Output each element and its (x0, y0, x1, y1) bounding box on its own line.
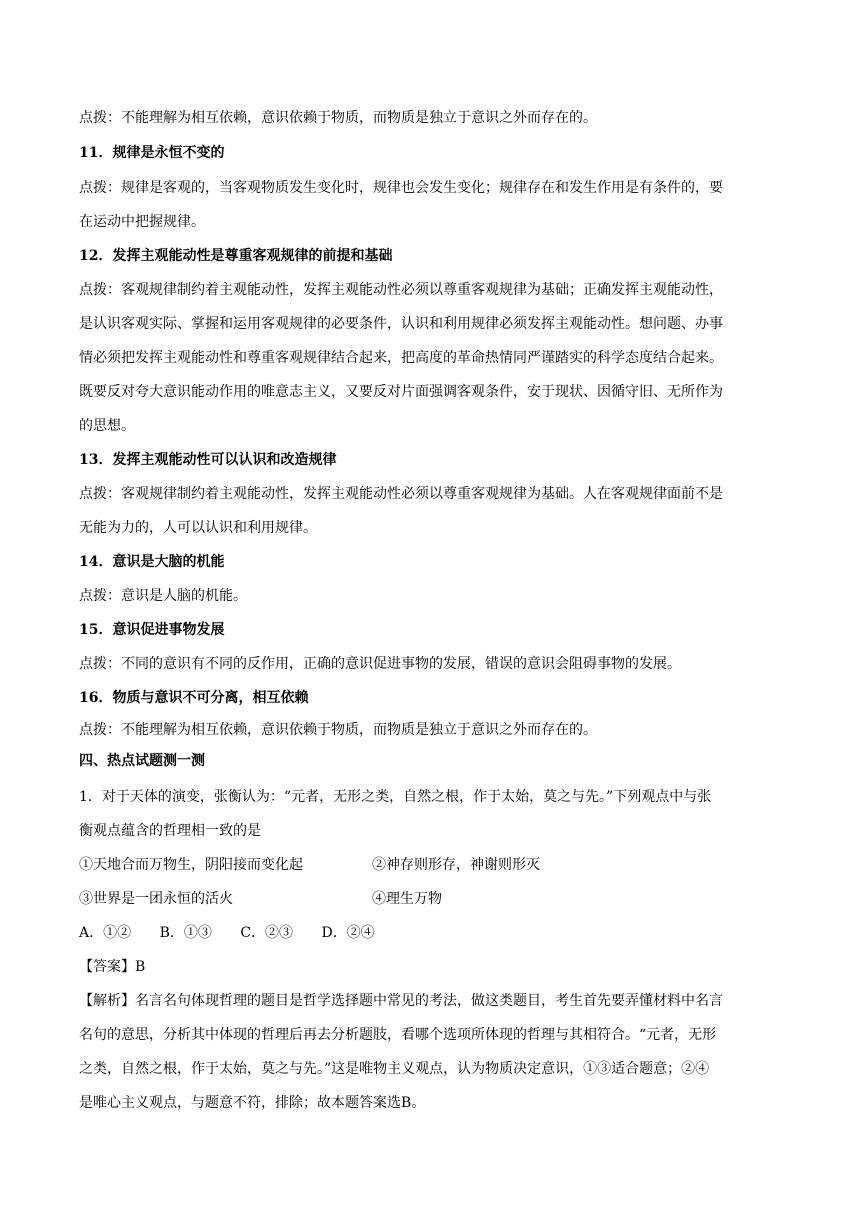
paragraph: 既要反对夸大意识能动作用的唯意志主义，又要反对片面强调客观条件，安于现状、因循守旧、无所作为 (79, 384, 723, 400)
item-heading-13: 13．发挥主观能动性可以认识和改造规律 (79, 452, 337, 468)
choice-d: D．②④ (321, 925, 375, 941)
question-stem: 衡观点蕴含的哲理相一致的是 (79, 823, 261, 839)
option-2: ②神存则形存，神谢则形灭 (372, 857, 540, 873)
option-3: ③世界是一团永恒的活火 (79, 891, 233, 907)
choice-b: B．①③ (159, 925, 212, 941)
paragraph: 情必须把发挥主观能动性和尊重客观规律结合起来，把高度的革命热情同严谨踏实的科学态度结合起来。 (79, 350, 723, 366)
explanation: 是唯心主义观点，与题意不符，排除；故本题答案选B。 (79, 1095, 426, 1111)
explanation: 名句的意思，分析其中体现的哲理后再去分析题肢，看哪个选项所体现的哲理与其相符合。“元者，无形 (79, 1027, 717, 1043)
section-heading: 四、热点试题测一测 (79, 753, 205, 769)
question-stem: 1．对于天体的演变，张衡认为：“元者，无形之类，自然之根，作于太始，莫之与先。”下列观点中与张 (79, 789, 712, 805)
paragraph: 点拨：客观规律制约着主观能动性，发挥主观能动性必须以尊重客观规律为基础；正确发挥主观能动性， (79, 282, 723, 298)
item-heading-11: 11．规律是永恒不变的 (79, 145, 225, 161)
answer: 【答案】B (79, 959, 146, 975)
choice-c: C．②③ (240, 925, 294, 941)
paragraph: 在运动中把握规律。 (79, 214, 205, 230)
paragraph: 点拨：不能理解为相互依赖，意识依赖于物质，而物质是独立于意识之外而存在的。 (79, 722, 597, 738)
paragraph: 点拨：客观规律制约着主观能动性，发挥主观能动性必须以尊重客观规律为基础。人在客观规律面前不是 (79, 486, 723, 502)
paragraph: 是认识客观实际、掌握和运用客观规律的必要条件，认识和利用规律必须发挥主观能动性。想问题、办事 (79, 316, 723, 332)
paragraph: 的思想。 (79, 418, 135, 434)
explanation: 之类，自然之根，作于太始，莫之与先。”这是唯物主义观点，认为物质决定意识，①③适合题意；②④ (79, 1061, 710, 1077)
item-heading-14: 14．意识是大脑的机能 (79, 554, 225, 570)
choice-row (79, 923, 791, 943)
item-heading-12: 12．发挥主观能动性是尊重客观规律的前提和基础 (79, 248, 393, 264)
paragraph: 点拨：不能理解为相互依赖，意识依赖于物质，而物质是独立于意识之外而存在的。 (79, 110, 597, 126)
paragraph: 无能为力的，人可以认识和利用规律。 (79, 520, 317, 536)
paragraph: 点拨：规律是客观的，当客观物质发生变化时，规律也会发生变化；规律存在和发生作用是有条件的，要 (79, 180, 723, 196)
item-heading-15: 15．意识促进事物发展 (79, 622, 225, 638)
explanation: 【解析】名言名句体现哲理的题目是哲学选择题中常见的考法，做这类题目，考生首先要弄懂材料中名言 (79, 993, 723, 1009)
item-heading-16: 16．物质与意识不可分离，相互依赖 (79, 690, 309, 706)
paragraph: 点拨：意识是人脑的机能。 (79, 588, 247, 604)
choice-a: A．①② (79, 925, 132, 941)
option-4: ④理生万物 (372, 891, 442, 907)
paragraph: 点拨：不同的意识有不同的反作用，正确的意识促进事物的发展，错误的意识会阻碍事物的发展。 (79, 656, 681, 672)
option-1: ①天地合而万物生，阴阳接而变化起 (79, 857, 303, 873)
